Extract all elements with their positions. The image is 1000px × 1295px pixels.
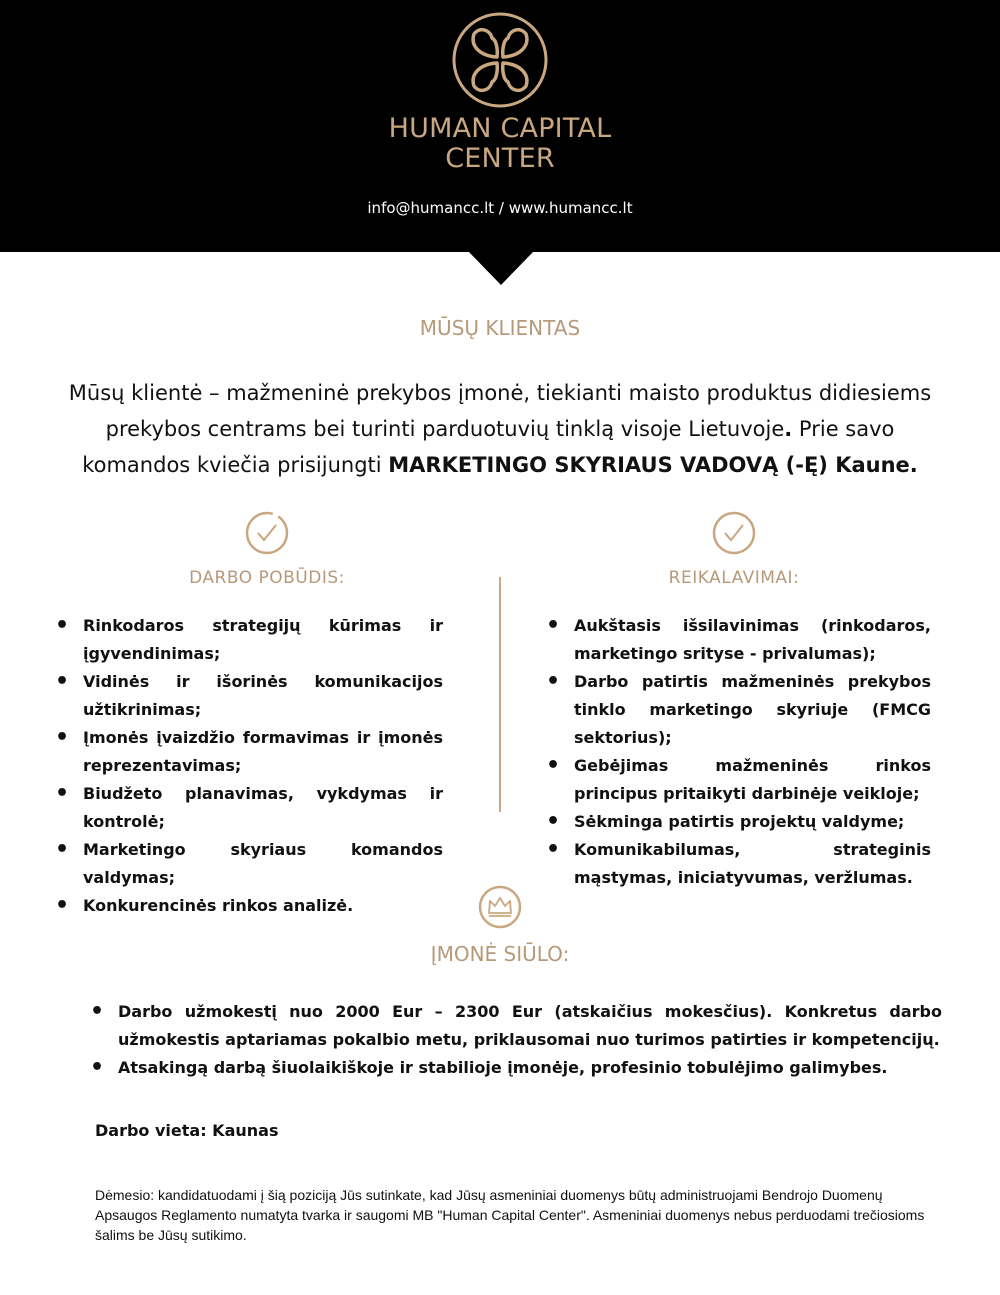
privacy-notice: Dėmesio: kandidatuodami į šią poziciją Jūs sutinkate, kad Jūsų asmeniniai duomenys būtų administruojami Bendrojo Duomenų Apsaugos Reglamento numatyta tvarka ir saugomi MB "Human Capital Center". Asmeniniai duomenys nebus perduodami trečiosioms šalims be Jūsų sutikimo.	[95, 1187, 925, 1243]
contact-line[interactable]: info@humancc.lt / www.humancc.lt	[367, 199, 633, 217]
requirement-item: • Sėkminga patirtis projektų valdyme;	[546, 808, 931, 836]
client-intro-paragraph	[60, 375, 940, 483]
workplace-location: Darbo vieta: Kaunas	[95, 1121, 279, 1140]
requirement-item: • Komunikabilumas, strateginis mąstymas, iniciatyvumas, veržlumas.	[546, 836, 931, 892]
header-banner	[0, 0, 1000, 252]
check-circle-icon	[244, 510, 290, 556]
offer-list	[90, 998, 942, 1082]
requirement-item: • Darbo patirtis mažmeninės prekybos tinklo marketingo skyriuje (FMCG sektorius);	[546, 668, 931, 752]
intro-text-1: Mūsų klientė – mažmeninė prekybos įmonė, tiekianti maisto produktus didiesiems prekybos centrams bei turinti parduotuvių tinklą visoje Lietuvoje	[68, 381, 932, 441]
four-petal-flower-logo-icon	[450, 10, 550, 110]
offer-item: • Darbo užmokestį nuo 2000 Eur – 2300 Eur (atskaičius mokesčius). Konkretus darbo užmokestis aptariamas pokalbio metu, priklausomai nuo turimos patirties ir kompetencijų.	[90, 998, 942, 1054]
work-nature-list	[55, 612, 443, 920]
requirements-list	[546, 612, 931, 892]
work-nature-item: • Vidinės ir išorinės komunikacijos užtikrinimas;	[55, 668, 443, 724]
intro-end-dot: .	[909, 453, 918, 477]
work-nature-title: DARBO POBŪDIS:	[189, 568, 345, 588]
intro-text-2: Prie savo komandos kviečia prisijungti	[82, 417, 895, 477]
position-title: MARKETINGO SKYRIAUS VADOVĄ (-Ę) Kaune	[388, 453, 910, 477]
brand-line-2: CENTER	[445, 143, 555, 174]
work-nature-item: • Biudžeto planavimas, vykdymas ir kontrolė;	[55, 780, 443, 836]
requirement-item: • Aukštasis išsilavinimas (rinkodaros, marketingo srityse - privalumas);	[546, 612, 931, 668]
requirement-item: • Gebėjimas mažmeninės rinkos principus pritaikyti darbinėje veikloje;	[546, 752, 931, 808]
column-divider	[499, 577, 501, 812]
header-pointer-arrow	[468, 251, 534, 285]
work-nature-item: • Konkurencinės rinkos analizė.	[55, 892, 443, 920]
offer-item: • Atsakingą darbą šiuolaikiškoje ir stabilioje įmonėje, profesinio tobulėjimo galimybes.	[90, 1054, 942, 1082]
work-nature-item: • Marketingo skyriaus komandos valdymas;	[55, 836, 443, 892]
work-nature-item: • Įmonės įvaizdžio formavimas ir įmonės reprezentavimas;	[55, 724, 443, 780]
intro-dot: .	[784, 417, 793, 441]
client-section-title: MŪSŲ KLIENTAS	[419, 316, 581, 340]
brand-name	[0, 114, 1000, 174]
work-nature-item: • Rinkodaros strategijų kūrimas ir įgyvendinimas;	[55, 612, 443, 668]
requirements-title: REIKALAVIMAI:	[668, 568, 800, 588]
brand-line-1: HUMAN CAPITAL	[388, 113, 612, 144]
offer-section-title: ĮMONĖ SIŪLO:	[430, 942, 570, 966]
check-circle-icon	[711, 510, 757, 556]
crown-circle-icon	[477, 884, 523, 930]
